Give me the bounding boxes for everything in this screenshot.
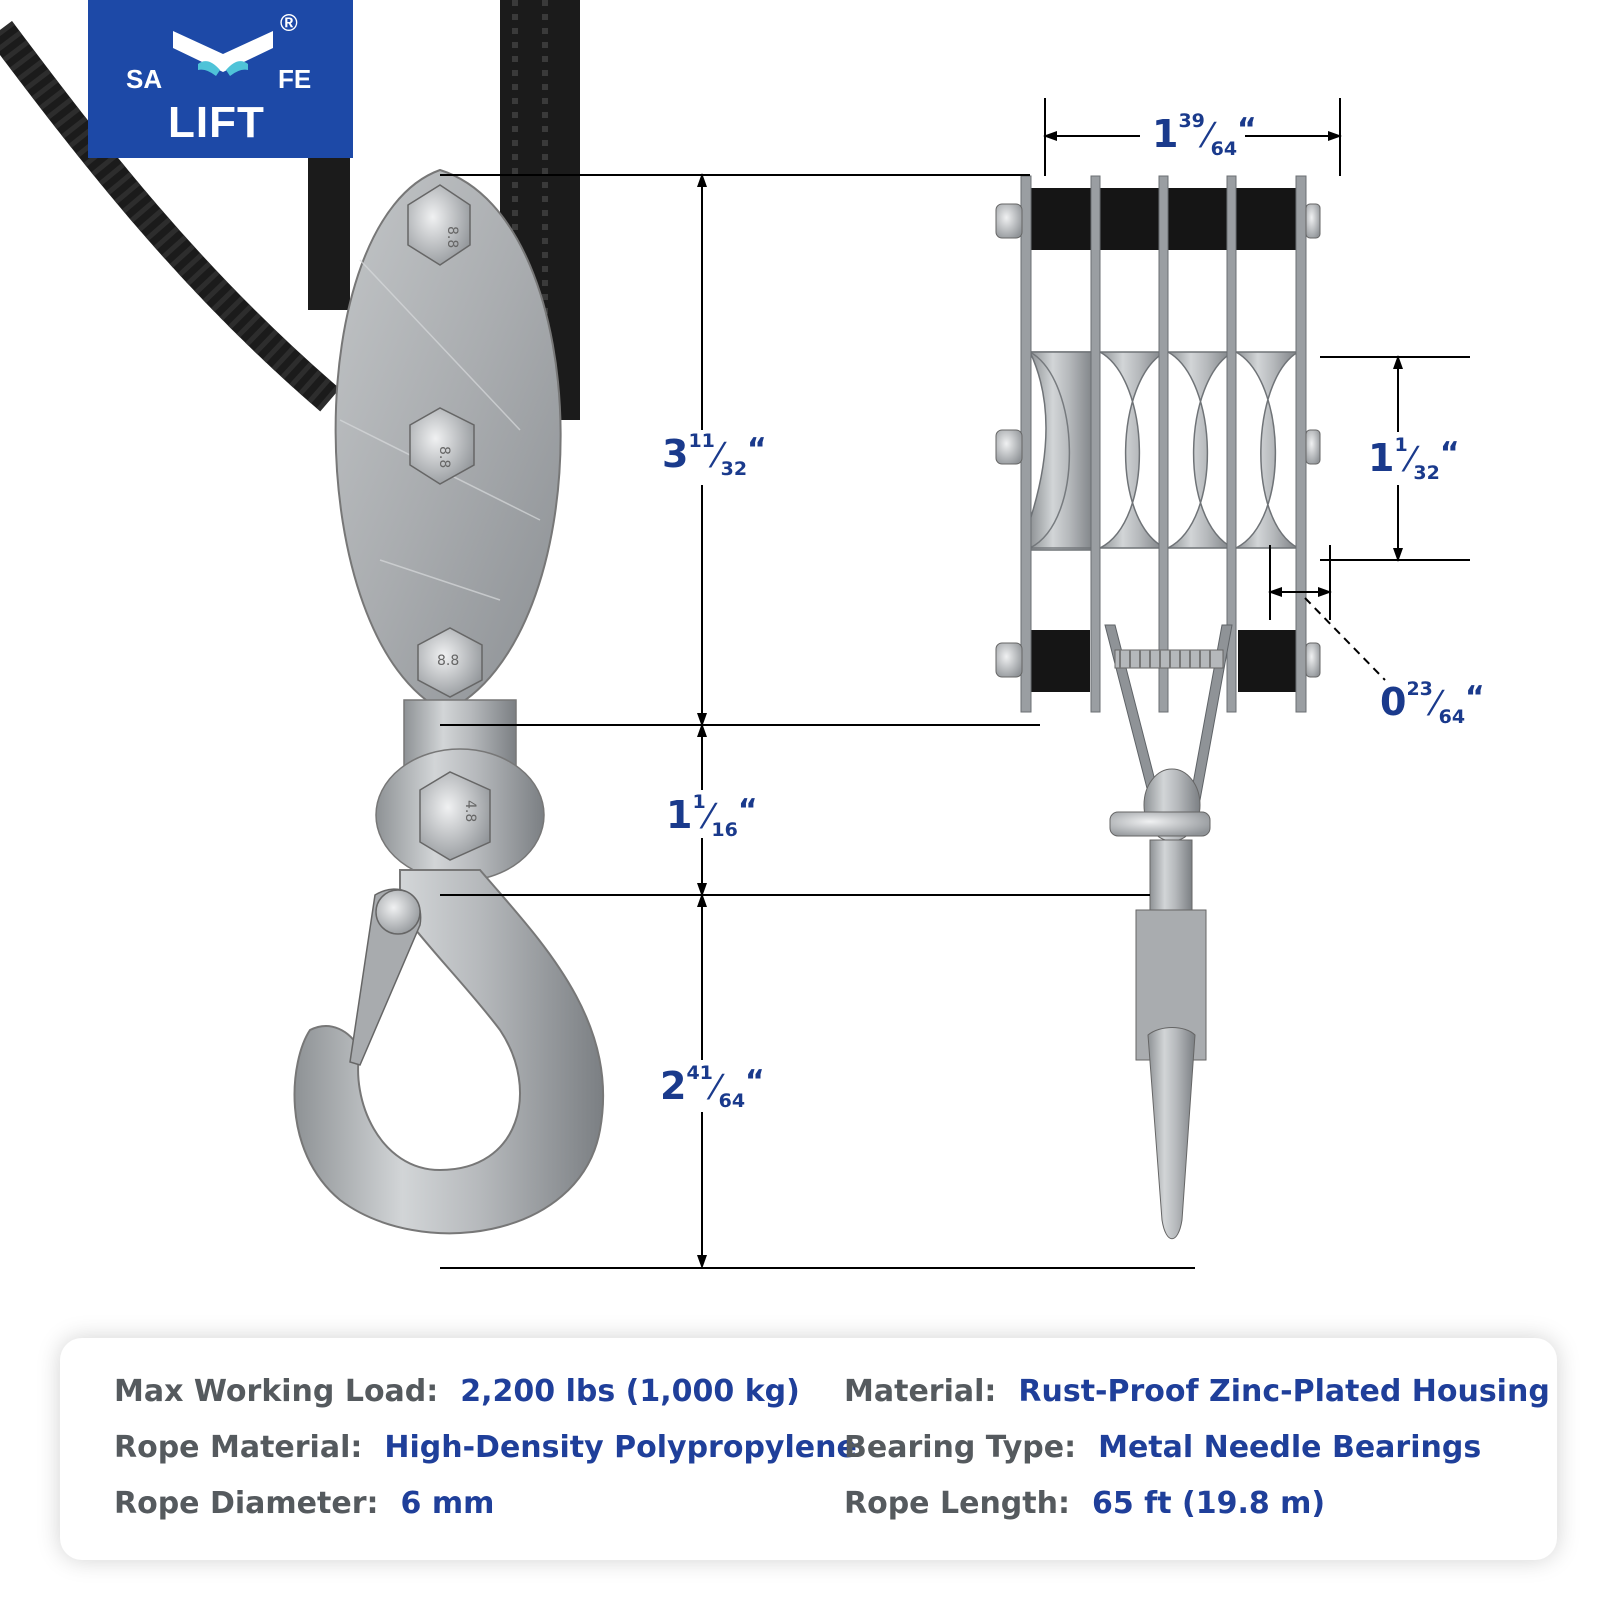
swivel-pin — [1110, 812, 1210, 836]
bottom-spacer-right — [1238, 630, 1298, 692]
logo-text-sa: SA — [126, 64, 163, 94]
latch-rivet — [376, 890, 420, 934]
dim-label-swivel-height: $1^1⁄_{16}“$ — [666, 791, 758, 841]
spec-rope-diameter: Rope Diameter: 6 mm — [114, 1486, 495, 1521]
spec-bearing-type: Bearing Type: Metal Needle Bearings — [844, 1430, 1482, 1465]
sheave-2 — [1100, 352, 1165, 548]
registered-mark: ® — [280, 10, 298, 37]
dim-label-top-width: $1^{39}⁄_{64}“$ — [1152, 110, 1257, 160]
logo-text-lift: LIFT — [168, 98, 265, 147]
logo-text-fe: FE — [278, 64, 312, 94]
dim-label-upper-height: $3^{11}⁄_{32}“$ — [662, 430, 767, 480]
plate-3 — [1159, 176, 1168, 712]
hook-body — [295, 870, 604, 1233]
bolt-middle-marking: 8.8 — [436, 446, 452, 469]
safe-lift-logo — [88, 0, 353, 158]
hook-front-tip — [1148, 1028, 1195, 1239]
dim-label-hook-height: $2^{41}⁄_{64}“$ — [660, 1062, 765, 1112]
bottom-spacer-left — [1030, 630, 1090, 692]
plate-2 — [1091, 176, 1100, 712]
sheave-3 — [1168, 352, 1233, 548]
spec-material: Material: Rust-Proof Zinc-Plated Housing — [844, 1374, 1550, 1409]
bolt-swivel-marking: 4.8 — [462, 800, 478, 823]
plate-5 — [1296, 176, 1306, 712]
spec-max-load: Max Working Load: 2,200 lbs (1,000 kg) — [114, 1374, 800, 1409]
bolt-bottom-marking: 8.8 — [437, 653, 460, 669]
spec-rope-length: Rope Length: 65 ft (19.8 m) — [844, 1486, 1326, 1521]
swivel-neck — [1150, 840, 1192, 910]
pulley-front-view — [996, 176, 1320, 1239]
bolt-top-marking: 8.8 — [444, 226, 460, 249]
sheave-4 — [1236, 352, 1298, 548]
spec-rope-material: Rope Material: High-Density Polypropylene — [114, 1430, 857, 1465]
specs-panel — [60, 1338, 1557, 1560]
dim-label-sheave-height: $1^1⁄_{32}“$ — [1368, 434, 1460, 484]
bolt-swivel — [420, 772, 490, 860]
hands-emblem-icon — [168, 26, 278, 84]
dim-label-groove-width: $0^{23}⁄_{64}“$ — [1380, 678, 1485, 728]
